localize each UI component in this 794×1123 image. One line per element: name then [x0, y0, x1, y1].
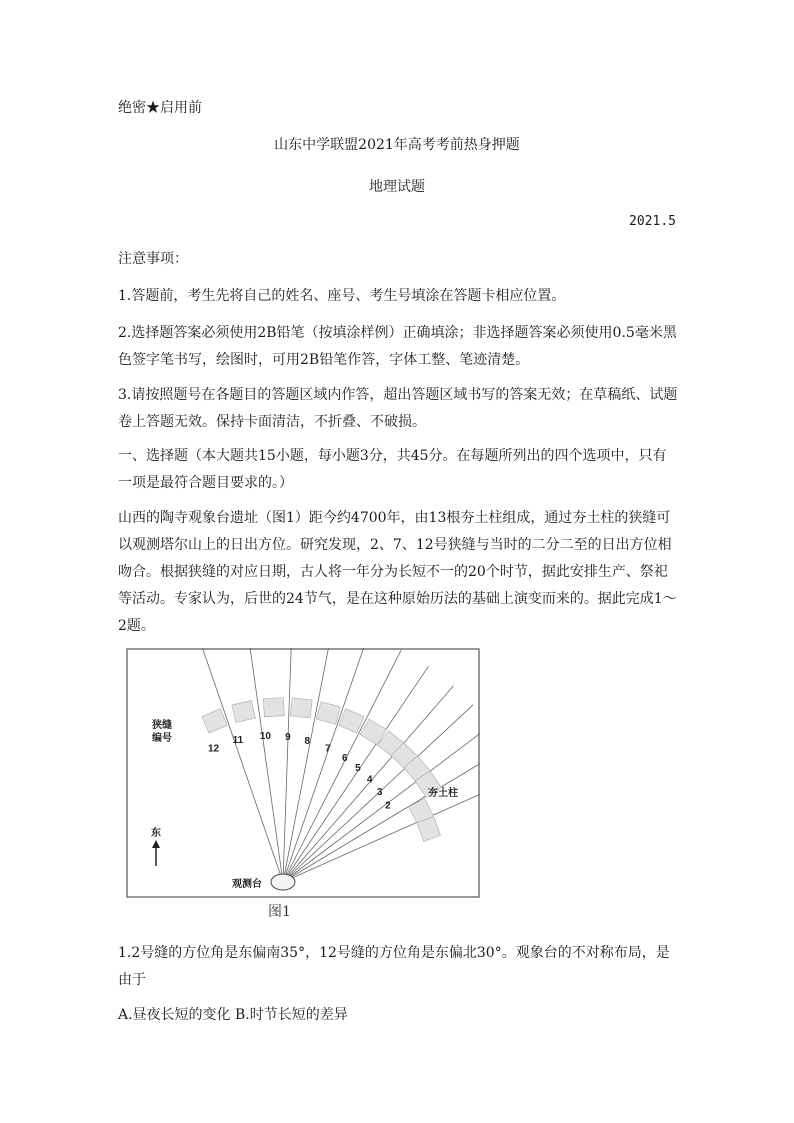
- figure-caption: 图1: [268, 904, 291, 920]
- slit-number: 9: [285, 732, 291, 744]
- rammed-earth-pillar: [290, 698, 312, 718]
- slit-number: 7: [325, 743, 331, 755]
- slit-number: 4: [366, 774, 373, 786]
- note-item-2: 2.选择题答案必须使用2B铅笔（按填涂样例）正确填涂；非选择题答案必须使用0.5毫米黑色签字笔书写，绘图时，可用2B铅笔作答，字体工整、笔迹清楚。: [118, 325, 677, 368]
- observatory-diagram: [126, 648, 480, 898]
- slit-label-line2: 编号: [152, 733, 172, 744]
- slit-number: 10: [259, 731, 272, 743]
- slit-number: 6: [341, 752, 348, 764]
- question1-options: A.昼夜长短的变化 B.时节长短的差异: [118, 1007, 348, 1023]
- observatory-figure: [126, 648, 480, 898]
- confidential-label: 绝密★启用前: [118, 100, 202, 116]
- slit-number: 11: [232, 735, 244, 747]
- slit-number: 5: [355, 762, 361, 774]
- question1-stem: 1.2号缝的方位角是东偏南35°，12号缝的方位角是东偏北30°。观象台的不对称布局，是由于: [118, 945, 670, 988]
- rammed-earth-pillar: [263, 698, 284, 717]
- note-item-3: 3.请按照题号在各题目的答题区域内作答，超出答题区域书写的答案无效；在草稿纸、试题卷上答题无效。保持卡面清洁，不折叠、不破损。: [118, 387, 678, 430]
- notes-heading: 注意事项：: [118, 251, 188, 267]
- exam-date: 2021.5: [629, 214, 676, 229]
- pillar-label: 夯土柱: [428, 788, 458, 799]
- east-label: 东: [151, 828, 161, 839]
- observation-platform: [271, 874, 295, 890]
- note-item-1: 1.答题前，考生先将自己的姓名、座号、考生号填涂在答题卡相应位置。: [118, 288, 566, 304]
- slit-number: 12: [207, 743, 220, 755]
- slit-number: 8: [304, 736, 311, 748]
- platform-label: 观测台: [232, 879, 262, 890]
- passage-text: 山西的陶寺观象台遗址（图1）距今约4700年，由13根夯土柱组成，通过夯土柱的狭缝可以观测塔尔山上的日出方位。研究发现，2、7、12号狭缝与当时的二分二至的日出方位相吻合。根据狭缝的对应日期，古人将一年分为长短不一的20个时节，据此安排生产、祭祀等活动。专家认为，后世的24节气，是在这种原始历法的基础上演变而来的。据此完成1～2题。: [118, 510, 677, 634]
- slit-number: 2: [385, 800, 391, 812]
- section-heading: 一、选择题（本大题共15小题，每小题3分，共45分。在每题所列出的四个选项中，只有一项是最符合题目要求的。）: [118, 448, 667, 491]
- slit-label-line1: 狭缝: [152, 720, 172, 731]
- subject-title: 地理试题: [369, 179, 425, 195]
- slit-number: 3: [376, 787, 383, 799]
- exam-title: 山东中学联盟2021年高考考前热身押题: [274, 137, 520, 153]
